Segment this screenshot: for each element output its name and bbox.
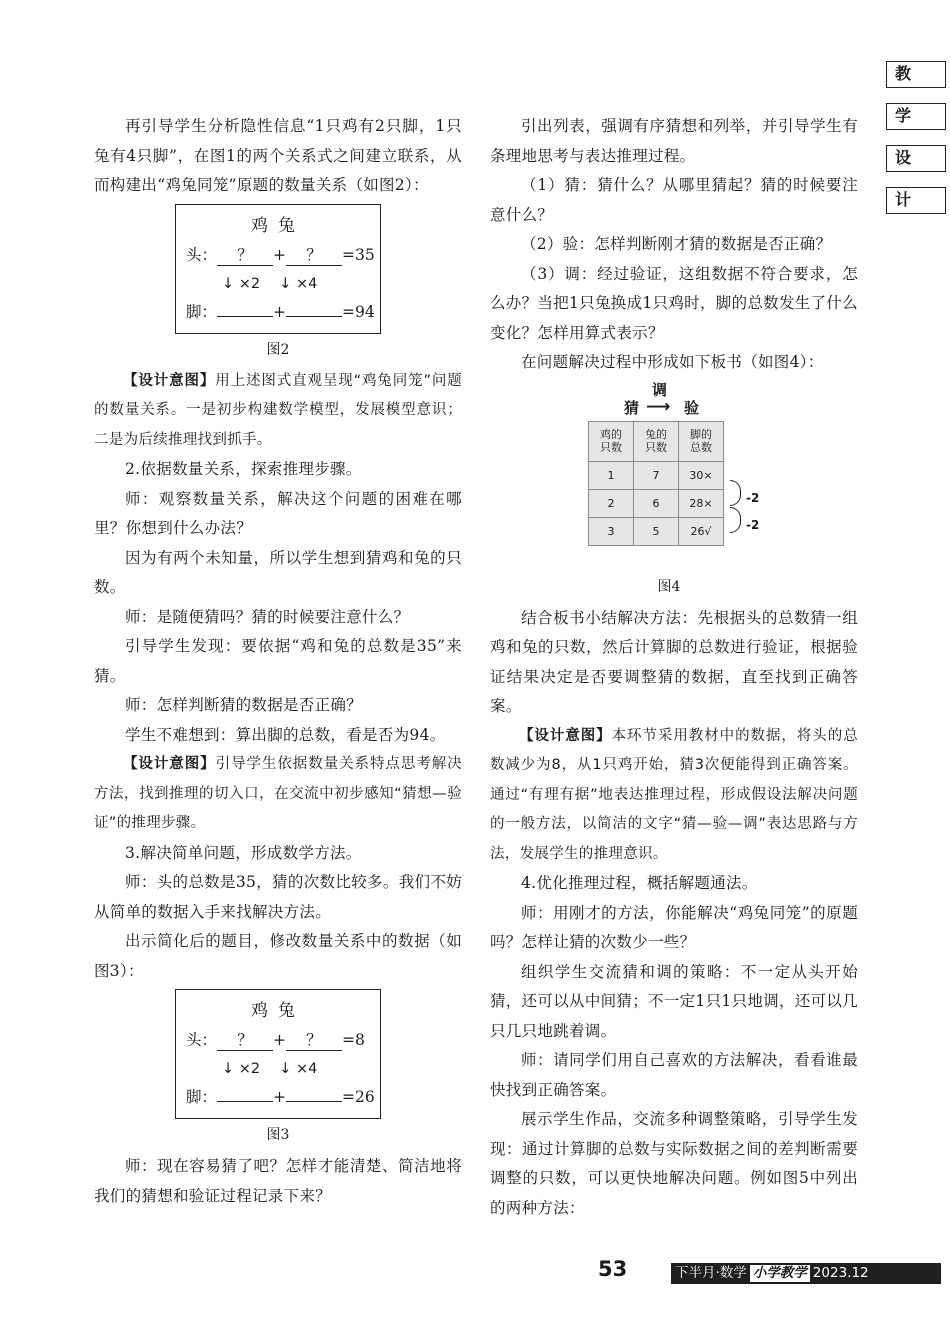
paragraph: 2.依据数量关系，探索推理步骤。 [125, 460, 362, 478]
left-column [94, 112, 462, 1211]
paragraph: （3）调：经过验证，这组数据不符合要求，怎么办？当把1只兔换成1只鸡时，脚的总数发生了什么变化？怎样用算式表示？ [490, 264, 858, 342]
figure-3-box [175, 989, 381, 1119]
paragraph: 引导学生发现：要依据“鸡和兔的总数是35”来猜。 [94, 637, 462, 685]
table-cell: 5 [634, 517, 679, 545]
table-cell: 26√ [679, 517, 724, 545]
issue-date: 2023.12 [812, 1265, 869, 1281]
design-intent-paragraph [94, 367, 462, 456]
feet-label: 脚： [186, 1088, 218, 1106]
rabbit-blank: ？ [286, 1030, 342, 1051]
paragraph: 因为有两个未知量，所以学生想到猜鸡和兔的只数。 [94, 548, 462, 596]
design-intent-paragraph [94, 750, 462, 839]
section-label: 下半月·数学 [675, 1265, 747, 1281]
feet-equation [186, 1083, 390, 1111]
side-tab-she: 设 [886, 145, 946, 172]
paragraph: 师：现在容易猜了吧？怎样才能清楚、简洁地将我们的猜想和验证过程记录下来？ [94, 1157, 462, 1205]
figure-2-caption: 图2 [266, 341, 290, 358]
table-cell: 7 [634, 461, 679, 489]
header-chicken-count: 鸡的 只数 [589, 421, 634, 461]
heads-label: 头： [186, 1031, 218, 1049]
paragraph: 结合板书小结解决方法：先根据头的总数猜一组鸡和兔的只数，然后计算脚的总数进行验证，根据验证结果决定是否要调整猜的数据，直至找到正确答案。 [490, 608, 858, 715]
rabbit-blank: ？ [286, 245, 342, 266]
feet-total: =94 [342, 302, 375, 321]
table-cell: 3 [589, 517, 634, 545]
paragraph: 学生不难想到：算出脚的总数，看是否为94。 [125, 725, 446, 744]
design-intent-text: 本环节采用教材中的数据，将头的总数减少为8，从1只鸡开始，猜3次便能得到正确答案。通过“有理有据”地表达推理过程，形成假设法解决问题的一般方法，以简洁的文字“猜—验—调”表达思路与方法，发展学生的推理意识。 [490, 727, 858, 862]
rabbit-feet-blank [286, 316, 342, 317]
paragraph: 组织学生交流猜和调的策略：不一定从头开始猜，还可以从中间猜；不一定1只1只地调，还可以几只几只地跳着调。 [490, 962, 858, 1040]
design-intent-tag: 【设计意图】 [123, 756, 216, 772]
table-header-row [589, 421, 724, 461]
table-cell: 1 [589, 461, 634, 489]
design-intent-text: 引导学生依据数量关系特点思考解决方法，找到推理的切入口，在交流中初步感知“猜想—验证”的推理步骤。 [94, 756, 462, 831]
heads-label: 头： [186, 245, 218, 264]
bracket-icon [730, 480, 741, 506]
design-intent-paragraph [490, 722, 858, 870]
feet-equation [186, 298, 390, 326]
multiplier-row: ↓ ×2 ↓ ×4 [222, 1061, 318, 1077]
table-cell: 6 [634, 489, 679, 517]
rabbit-feet-blank [286, 1101, 342, 1102]
chicken-feet-blank [217, 1101, 273, 1102]
design-intent-text: 用上述图式直观呈现“鸡兔同笼”问题的数量关系。一是初步构建数学模型，发展模型意识；二是为后续推理找到抓手。 [94, 372, 462, 448]
plus-sign: + [273, 245, 287, 264]
paragraph: 师：用刚才的方法，你能解决“鸡兔同笼”的原题吗？怎样让猜的次数少一些？ [490, 903, 858, 951]
guess-table [588, 421, 724, 546]
feet-label: 脚： [186, 302, 218, 321]
page-number: 53 [598, 1257, 628, 1281]
figure-3-caption: 图3 [266, 1127, 290, 1143]
paragraph: 出示简化后的题目，修改数量关系中的数据（如图3）： [94, 932, 462, 980]
table-row [589, 517, 724, 545]
adjust-label: 调 [652, 380, 668, 399]
figure-4-caption: 图4 [657, 578, 681, 595]
plus-sign: + [273, 302, 287, 321]
paragraph: 4.优化推理过程，概括解题通法。 [521, 874, 758, 892]
design-intent-tag: 【设计意图】 [519, 727, 612, 744]
header-feet-total: 脚的 总数 [679, 421, 724, 461]
paragraph: 再引导学生分析隐性信息“1只鸡有2只脚，1只兔有4只脚”，在图1的两个关系式之间建立联系，从而构建出“鸡兔同笼”原题的数量关系（如图2）： [94, 117, 462, 194]
guess-label: 猜 [624, 398, 640, 417]
header-rabbit-count: 兔的 只数 [634, 421, 679, 461]
feet-total: =26 [342, 1088, 375, 1106]
paragraph: 在问题解决过程中形成如下板书（如图4）： [521, 353, 824, 371]
figure-header: 鸡兔 [251, 1001, 305, 1021]
table-cell: 28× [679, 489, 724, 517]
paragraph: 师：怎样判断猜的数据是否正确？ [125, 696, 363, 714]
figure-header: 鸡兔 [251, 215, 305, 236]
chicken-blank: ？ [217, 1030, 273, 1051]
difference-label: -2 [746, 490, 760, 505]
paragraph: （1）猜：猜什么？从哪里猜起？猜的时候要注意什么？ [490, 176, 858, 224]
difference-label: -2 [746, 517, 760, 532]
design-intent-tag: 【设计意图】 [123, 372, 216, 389]
journal-footer [671, 1263, 941, 1284]
multiplier-row: ↓ ×2 ↓ ×4 [222, 275, 318, 292]
paragraph: （2）验：怎样判断刚才猜的数据是否正确？ [521, 235, 832, 253]
table-row [589, 489, 724, 517]
paragraph: 师：是随便猜吗？猜的时候要注意什么？ [125, 607, 410, 626]
paragraph: 展示学生作品，交流多种调整策略，引导学生发现：通过计算脚的总数与实际数据之间的差判断需要调整的只数，可以更快地解决问题。例如图5中列出的两种方法： [490, 1110, 858, 1217]
check-label: 验 [684, 398, 700, 417]
figure-4-board [586, 381, 786, 571]
paragraph: 师：观察数量关系，解决这个问题的困难在哪里？你想到什么办法？ [94, 489, 462, 537]
paragraph: 师：请同学们用自己喜欢的方法解决，看看谁最快找到正确答案。 [490, 1051, 858, 1099]
heads-total: =8 [342, 1031, 365, 1049]
side-tab-jiao: 教 [886, 61, 946, 88]
figure-2-box [175, 204, 381, 334]
plus-sign: + [273, 1031, 287, 1049]
bracket-icon [730, 507, 741, 533]
paragraph: 引出列表，强调有序猜想和列举，并引导学生有条理地思考与表达推理过程。 [490, 117, 858, 165]
paragraph: 3.解决简单问题，形成数学方法。 [125, 843, 362, 862]
table-cell: 30× [679, 461, 724, 489]
table-row [589, 461, 724, 489]
side-tab-xue: 学 [886, 103, 946, 130]
heads-equation [186, 241, 390, 269]
chicken-blank: ？ [217, 245, 273, 266]
table-cell: 2 [589, 489, 634, 517]
side-tab-ji: 计 [886, 187, 946, 214]
plus-sign: + [273, 1088, 287, 1106]
arrow-right-icon: ⟶ [646, 396, 671, 417]
paragraph: 师：头的总数是35，猜的次数比较多。我们不妨从简单的数据入手来找解决方法。 [94, 873, 462, 921]
chicken-feet-blank [217, 316, 273, 317]
heads-equation [186, 1026, 390, 1054]
heads-total: =35 [342, 245, 375, 264]
magazine-logo: 小学教学 [750, 1265, 810, 1282]
right-column [490, 112, 858, 1223]
